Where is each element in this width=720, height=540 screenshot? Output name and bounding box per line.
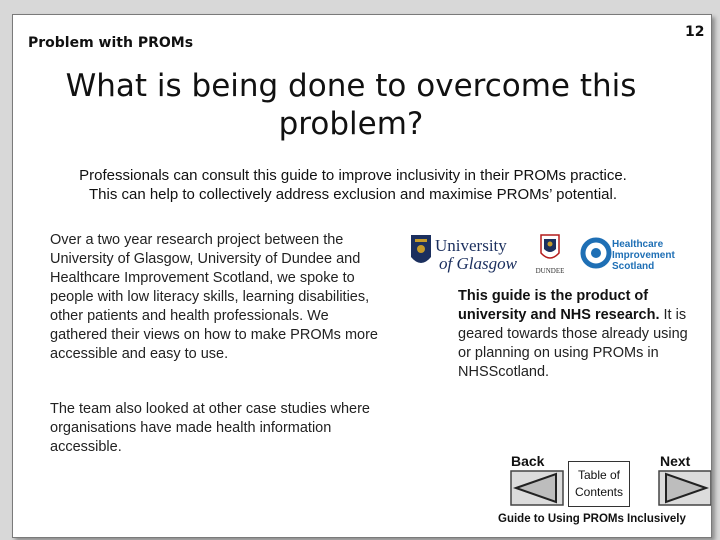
healthcare-improvement-scotland-logo: [583, 239, 675, 272]
product-rest-text: It is geared towards those already using or planning on using PROMs in NHSScotland.: [458, 307, 688, 380]
back-label: Back: [511, 453, 545, 469]
his-line-3: Scotland: [612, 261, 655, 272]
table-of-contents-button[interactable]: [568, 461, 630, 507]
his-line-1: Healthcare: [612, 239, 664, 250]
body-paragraph-1: Over a two year research project between the University of Glasgow, University of Dundee and Healthcare Improvement Scotland, we spoke to people with low literacy skills, learning disabilities, other patients and health professionals. We gathered their views on how to make PROMs more accessible and easy to use.: [50, 232, 378, 362]
partner-logos: [407, 227, 697, 277]
page-title: What is being done to overcome this problem?: [65, 68, 637, 142]
slide: [12, 14, 712, 538]
glasgow-line-2: of Glasgow: [439, 254, 517, 273]
footer-guide-title: Guide to Using PROMs Inclusively: [498, 513, 686, 525]
next-label: Next: [660, 453, 691, 469]
glasgow-line-1: University: [435, 236, 507, 255]
next-button[interactable]: [658, 470, 712, 506]
page-number: 12: [685, 24, 705, 40]
his-line-2: Improvement: [612, 250, 675, 261]
product-statement: [458, 287, 698, 382]
product-bold-text: This guide is the product of university and NHS research.: [458, 288, 660, 323]
intro-line-2: This can help to collectively address exclusion and maximise PROMs’ potential.: [88, 186, 617, 203]
back-button[interactable]: [510, 470, 564, 506]
body-paragraph-2: The team also looked at other case studies where organisations have made health information accessible.: [50, 401, 370, 455]
university-of-dundee-logo: [536, 235, 565, 275]
toc-line-2: Contents: [574, 485, 624, 499]
section-title: Problem with PROMs: [28, 35, 194, 51]
dundee-label: DUNDEE: [535, 267, 565, 275]
toc-line-1: Table of: [577, 468, 621, 482]
intro-line-1: Professionals can consult this guide to improve inclusivity in their PROMs practice.: [79, 167, 627, 184]
intro-text: [23, 166, 683, 204]
university-of-glasgow-logo: [411, 235, 518, 273]
